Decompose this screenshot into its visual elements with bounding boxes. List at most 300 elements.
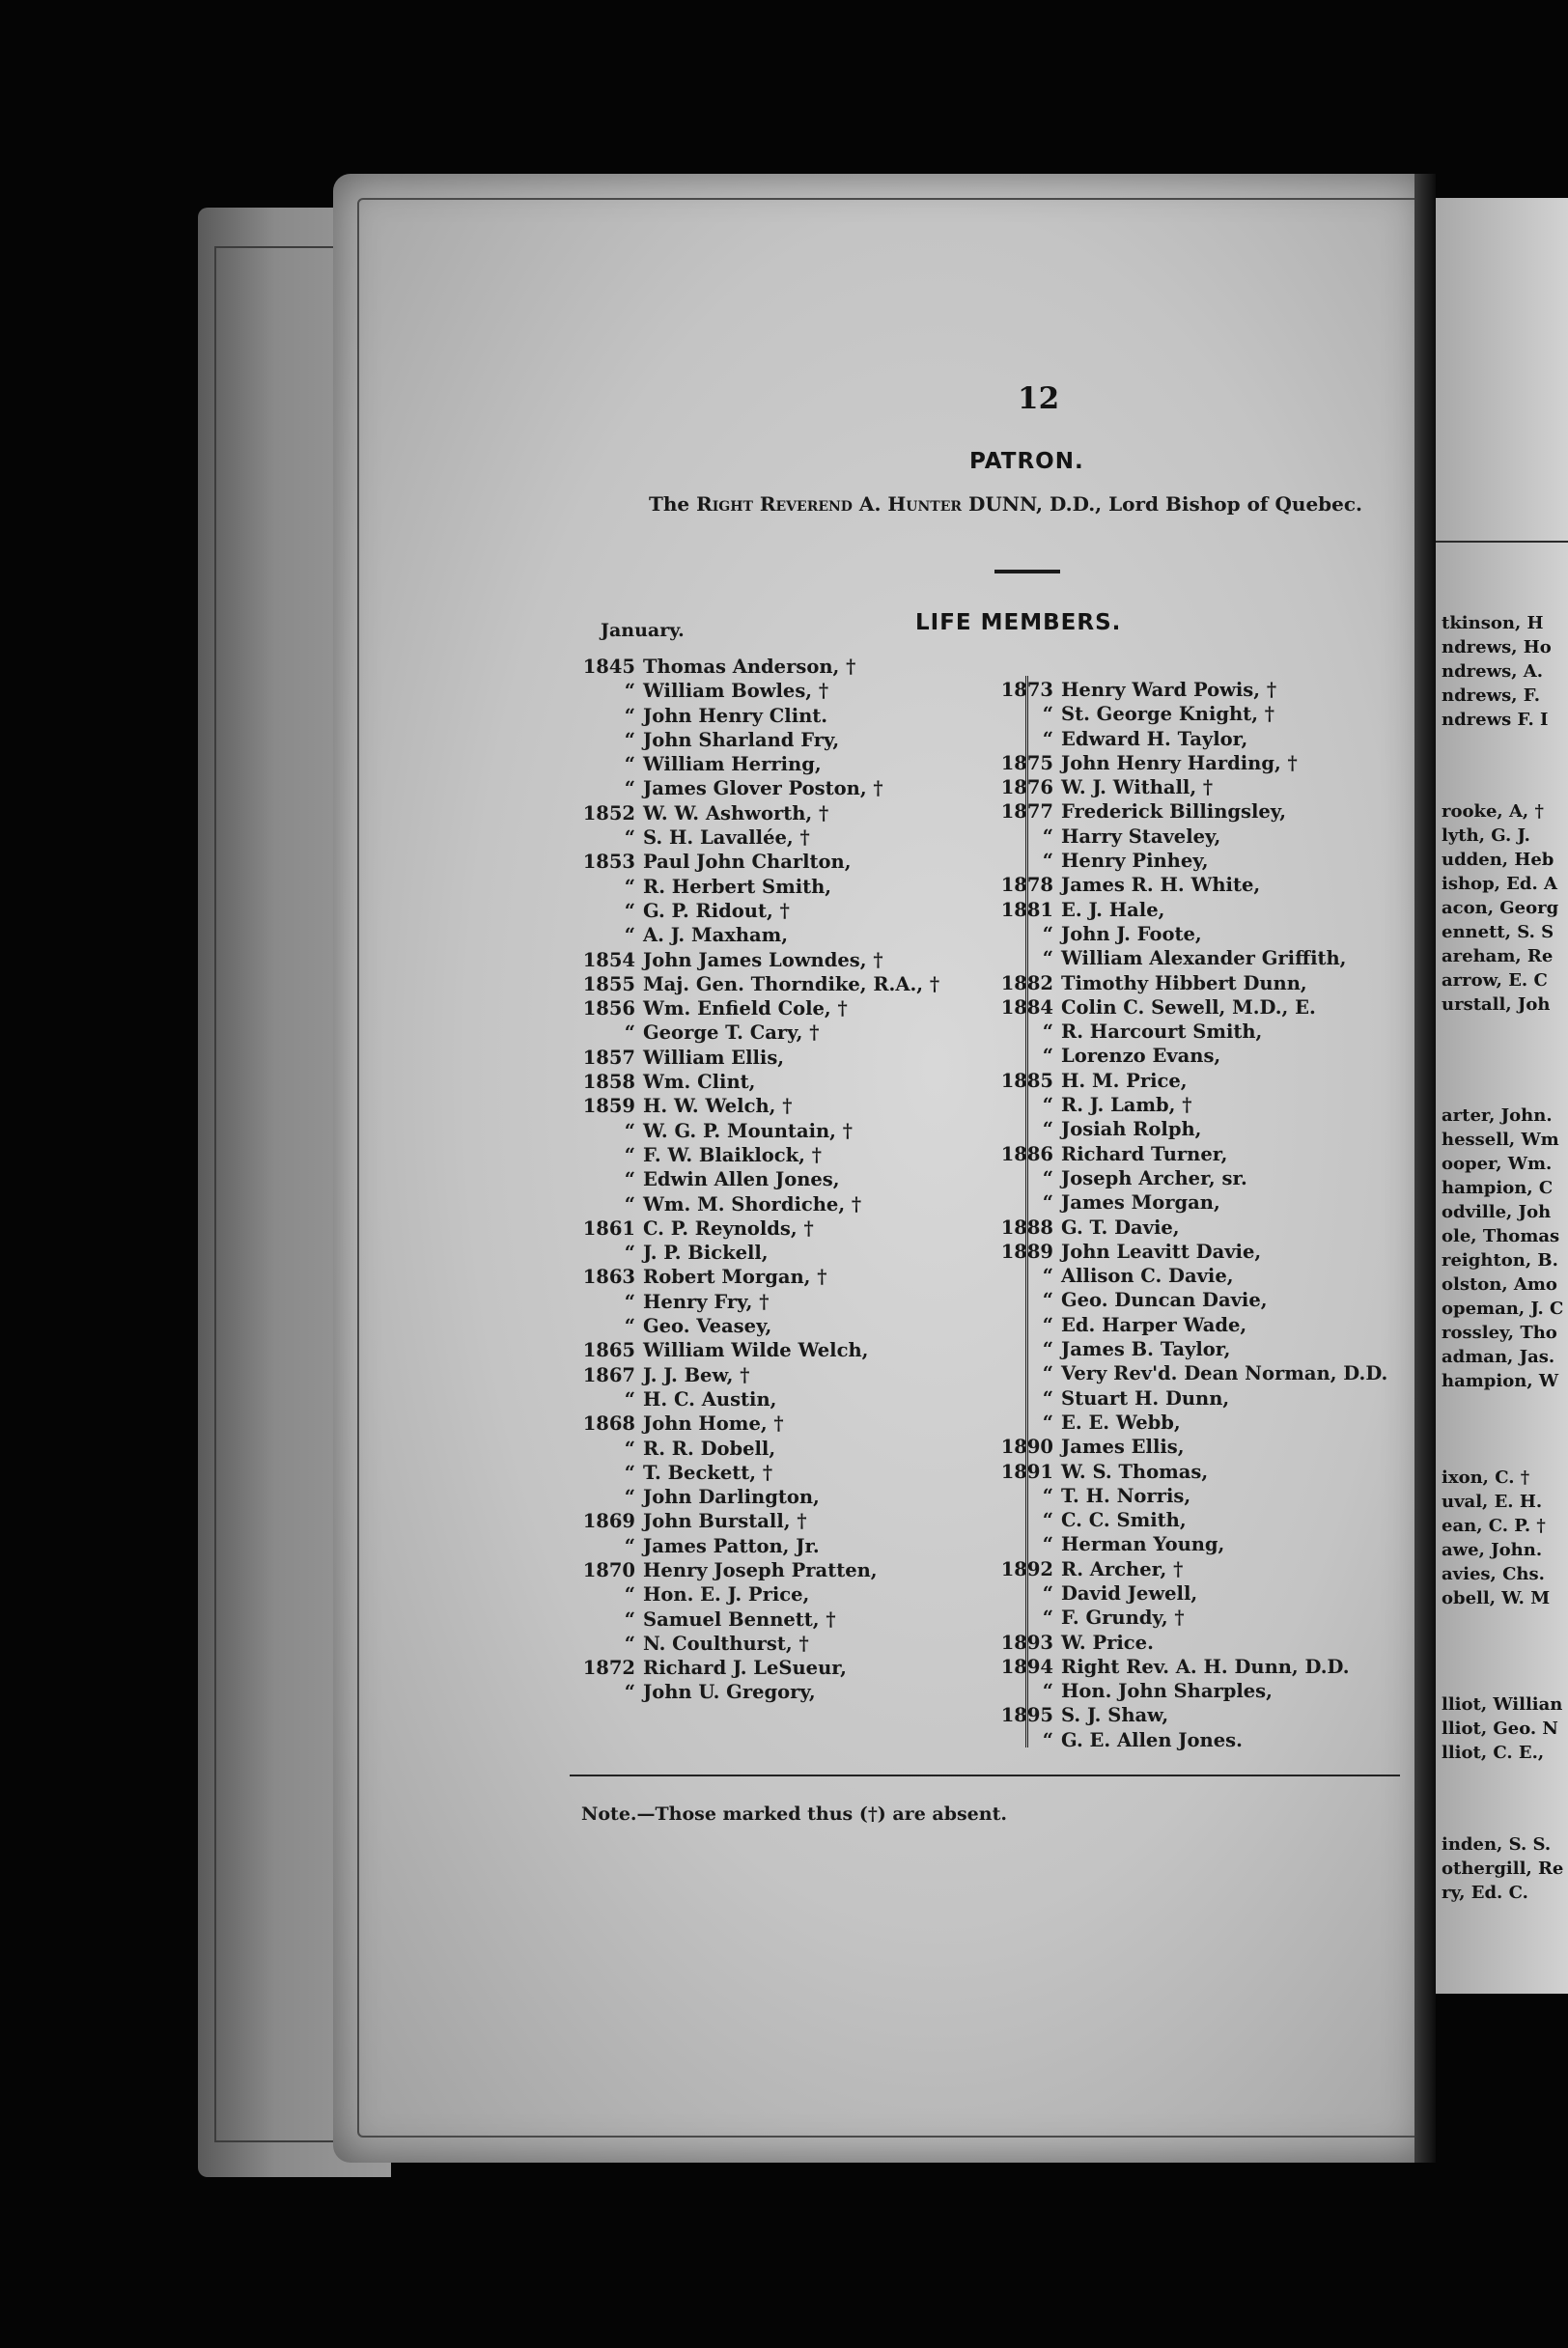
member-year: 1870 <box>582 1558 635 1581</box>
member-year: 1853 <box>582 851 635 874</box>
member-entry <box>990 1460 1387 1484</box>
next-page-line: areham, Re <box>1442 946 1554 966</box>
member-year: “ <box>624 826 635 850</box>
member-year: 1894 <box>1000 1655 1053 1678</box>
member-name: Henry Fry, † <box>643 1290 770 1313</box>
member-year: 1854 <box>582 948 635 971</box>
member-entry <box>572 1363 939 1387</box>
member-name: Herman Young, <box>1061 1533 1225 1556</box>
member-year: 1872 <box>582 1657 635 1680</box>
member-year: “ <box>1042 1265 1053 1288</box>
member-name: Henry Pinhey, <box>1061 850 1209 873</box>
member-year: “ <box>1042 825 1053 848</box>
member-entry <box>990 1264 1387 1288</box>
member-name: H. M. Price, <box>1061 1069 1188 1092</box>
member-name: T. H. Norris, <box>1061 1484 1191 1507</box>
member-entry <box>572 679 939 703</box>
member-entry <box>990 1117 1387 1141</box>
member-entry <box>990 1728 1387 1752</box>
next-page-line: opeman, J. C <box>1442 1299 1564 1319</box>
member-year: “ <box>1042 1289 1053 1312</box>
member-name: W. G. P. Mountain, † <box>643 1119 853 1142</box>
member-name: Maj. Gen. Thorndike, R.A., † <box>643 972 940 995</box>
member-year: 1852 <box>582 801 635 825</box>
member-name: A. J. Maxham, <box>643 924 789 947</box>
member-entry <box>572 899 939 923</box>
member-entry <box>990 678 1387 702</box>
member-entry <box>572 1290 939 1314</box>
member-entry <box>572 728 939 752</box>
member-name: John Home, † <box>643 1412 784 1436</box>
member-year: “ <box>624 1315 635 1338</box>
member-entry <box>990 849 1387 873</box>
member-name: Stuart H. Dunn, <box>1061 1386 1230 1410</box>
member-year: 1867 <box>582 1363 635 1386</box>
member-year: 1876 <box>1000 776 1053 799</box>
member-year: 1882 <box>1000 971 1053 994</box>
member-entry <box>990 1361 1387 1385</box>
member-name: Paul John Charlton, <box>643 851 852 874</box>
member-entry <box>572 655 939 679</box>
member-name: T. Beckett, † <box>643 1461 773 1484</box>
member-entry <box>572 1265 939 1289</box>
next-page-line: hessell, Wm <box>1442 1130 1559 1150</box>
member-year: 1890 <box>1000 1436 1053 1459</box>
next-page-line: adman, Jas. <box>1442 1347 1555 1367</box>
member-year: “ <box>1042 1581 1053 1605</box>
member-name: John Burstall, † <box>643 1510 807 1533</box>
member-year: 1893 <box>1000 1631 1053 1654</box>
member-name: G. E. Allen Jones. <box>1061 1728 1243 1751</box>
footnote: Note.—Those marked thus (†) are absent. <box>581 1803 1007 1825</box>
member-entry <box>572 1046 939 1070</box>
member-name: Josiah Rolph, <box>1061 1118 1202 1141</box>
member-year: 1861 <box>582 1216 635 1240</box>
member-year: “ <box>1042 850 1053 873</box>
member-entry <box>990 1484 1387 1508</box>
member-entry <box>572 1314 939 1338</box>
member-entry <box>990 1386 1387 1411</box>
member-name: John U. Gregory, <box>643 1681 816 1704</box>
member-year: “ <box>624 777 635 800</box>
member-name: Very Rev'd. Dean Norman, D.D. <box>1061 1362 1388 1385</box>
member-year: “ <box>1042 1045 1053 1068</box>
member-name: David Jewell, <box>1061 1581 1198 1605</box>
member-entry <box>990 727 1387 751</box>
member-entry <box>990 1216 1387 1240</box>
member-name: James Glover Poston, † <box>643 777 883 800</box>
next-page-line: ry, Ed. C. <box>1442 1883 1528 1903</box>
member-year: 1869 <box>582 1510 635 1533</box>
next-page-line: olston, Amo <box>1442 1274 1557 1295</box>
member-year: 1888 <box>1000 1216 1053 1239</box>
member-year: 1889 <box>1000 1240 1053 1263</box>
member-entry <box>572 1119 939 1143</box>
member-entry <box>990 1069 1387 1093</box>
patron-heading: PATRON. <box>969 449 1084 474</box>
member-year: “ <box>1042 727 1053 750</box>
member-year: “ <box>624 924 635 947</box>
member-entry <box>990 1142 1387 1166</box>
next-page-line: arrow, E. C <box>1442 970 1548 991</box>
member-year: 1891 <box>1000 1460 1053 1483</box>
member-name: James Morgan, <box>1061 1191 1220 1215</box>
member-name: S. H. Lavallée, † <box>643 826 810 850</box>
next-page-rule <box>1436 541 1568 543</box>
bottom-rule <box>570 1775 1400 1776</box>
next-page-line: ishop, Ed. A <box>1442 874 1557 894</box>
member-name: John James Lowndes, † <box>643 948 883 971</box>
member-year: “ <box>1042 1533 1053 1556</box>
member-entry <box>990 898 1387 922</box>
member-entry <box>572 1485 939 1509</box>
member-year: “ <box>1042 1386 1053 1410</box>
member-year: 1877 <box>1000 800 1053 824</box>
member-year: “ <box>1042 1509 1053 1532</box>
member-name: Edwin Allen Jones, <box>643 1168 840 1191</box>
member-name: Edward H. Taylor, <box>1061 727 1248 750</box>
member-entry <box>990 946 1387 970</box>
patron-line <box>649 492 1362 516</box>
member-year: “ <box>624 1242 635 1265</box>
member-name: Wm. Enfield Cole, † <box>643 997 848 1020</box>
member-entry <box>572 1632 939 1656</box>
member-entry <box>990 873 1387 897</box>
next-page-line: awe, John. <box>1442 1540 1543 1560</box>
next-page-line: lyth, G. J. <box>1442 825 1530 846</box>
next-page-line: lliot, Willian <box>1442 1694 1563 1715</box>
member-entry <box>990 1093 1387 1117</box>
member-name: John Darlington, <box>643 1486 820 1509</box>
member-entry <box>990 825 1387 849</box>
member-name: John Henry Harding, † <box>1061 751 1298 774</box>
member-year: “ <box>624 1461 635 1484</box>
member-name: W. W. Ashworth, † <box>643 801 829 825</box>
member-entry <box>572 1070 939 1094</box>
member-year: 1886 <box>1000 1142 1053 1165</box>
next-page-line: lliot, C. E., <box>1442 1743 1545 1763</box>
column-header: January. <box>601 620 685 641</box>
member-year: “ <box>624 875 635 898</box>
member-name: G. P. Ridout, † <box>643 899 790 922</box>
member-entry <box>990 1240 1387 1264</box>
member-name: Hon. John Sharples, <box>1061 1680 1273 1703</box>
member-name: Lorenzo Evans, <box>1061 1045 1221 1068</box>
member-name: Wm. M. Shordiche, † <box>643 1192 862 1216</box>
next-page-line: inden, S. S. <box>1442 1834 1552 1855</box>
member-year: “ <box>1042 1166 1053 1189</box>
member-name: John Henry Clint. <box>643 704 828 727</box>
member-year: “ <box>624 1607 635 1631</box>
member-name: E. J. Hale, <box>1061 898 1165 921</box>
member-name: F. W. Blaiklock, † <box>643 1143 822 1166</box>
next-page-line: hampion, C <box>1442 1178 1554 1198</box>
member-year: “ <box>624 1486 635 1509</box>
next-page-line: arter, John. <box>1442 1105 1553 1126</box>
member-name: W. J. Withall, † <box>1061 776 1214 799</box>
member-year: “ <box>1042 1313 1053 1336</box>
next-page-fragment <box>1436 198 1568 1994</box>
member-entry <box>990 995 1387 1020</box>
member-year: “ <box>624 1119 635 1142</box>
member-name: Hon. E. J. Price, <box>643 1583 810 1607</box>
member-year: 1845 <box>582 656 635 678</box>
member-entry <box>572 875 939 899</box>
member-name: Right Rev. A. H. Dunn, D.D. <box>1061 1655 1350 1678</box>
member-entry <box>572 1338 939 1362</box>
member-entry <box>990 751 1387 775</box>
member-entry <box>990 1508 1387 1532</box>
patron-right: Right <box>696 492 753 516</box>
next-page-line: ndrews F. I <box>1442 710 1549 730</box>
member-entry <box>990 1044 1387 1068</box>
member-year: “ <box>624 1681 635 1704</box>
next-page-line: avies, Chs. <box>1442 1564 1545 1584</box>
member-entry <box>572 1412 939 1436</box>
member-name: George T. Cary, † <box>643 1021 820 1045</box>
member-entry <box>572 923 939 947</box>
member-name: R. Herbert Smith, <box>643 875 832 898</box>
member-entry <box>990 702 1387 726</box>
member-name: R. R. Dobell, <box>643 1437 776 1460</box>
member-name: Richard J. LeSueur, <box>643 1657 847 1680</box>
member-entry <box>572 1167 939 1191</box>
patron-reverend: Reverend <box>759 492 853 516</box>
member-name: Colin C. Sewell, M.D., E. <box>1061 995 1316 1019</box>
member-name: W. S. Thomas, <box>1061 1460 1209 1483</box>
member-year: “ <box>624 1290 635 1313</box>
member-name: R. Archer, † <box>1061 1557 1184 1580</box>
member-entry <box>990 1411 1387 1435</box>
member-name: Henry Ward Powis, † <box>1061 679 1277 701</box>
next-page-line: reighton, B. <box>1442 1250 1558 1271</box>
next-page-line: uval, E. H. <box>1442 1492 1543 1512</box>
member-entry <box>572 1509 939 1533</box>
member-entry <box>572 752 939 776</box>
member-year: “ <box>624 1168 635 1191</box>
member-name: H. W. Welch, † <box>643 1095 793 1118</box>
member-name: John Leavitt Davie, <box>1061 1240 1262 1263</box>
page-number: 12 <box>1018 381 1060 416</box>
member-name: R. Harcourt Smith, <box>1061 1020 1263 1044</box>
member-year: “ <box>624 1632 635 1655</box>
next-page-line: ean, C. P. † <box>1442 1516 1546 1536</box>
section-rule <box>994 570 1060 573</box>
member-name: E. E. Webb, <box>1061 1411 1181 1434</box>
member-entry <box>990 1606 1387 1630</box>
next-page-line: hampion, W <box>1442 1371 1559 1391</box>
member-entry <box>990 971 1387 995</box>
member-name: Robert Morgan, † <box>643 1266 827 1289</box>
member-name: James R. H. White, <box>1061 874 1261 897</box>
member-year: 1884 <box>1000 995 1053 1019</box>
member-year: “ <box>1042 1607 1053 1630</box>
member-year: “ <box>624 1534 635 1557</box>
member-name: Timothy Hibbert Dunn, <box>1061 971 1307 994</box>
member-entry <box>572 704 939 728</box>
member-name: R. J. Lamb, † <box>1061 1094 1192 1117</box>
member-year: “ <box>624 1143 635 1166</box>
member-name: J. J. Bew, † <box>643 1363 750 1386</box>
next-page-line: udden, Heb <box>1442 850 1554 870</box>
member-entry <box>990 1631 1387 1655</box>
member-entry <box>990 1435 1387 1459</box>
member-year: 1855 <box>582 972 635 995</box>
patron-initial: A. <box>858 492 882 516</box>
member-entry <box>990 1557 1387 1581</box>
next-page-line: tkinson, H <box>1442 613 1544 633</box>
member-entry <box>572 850 939 874</box>
member-name: S. J. Shaw, <box>1061 1704 1169 1727</box>
member-year: 1875 <box>1000 751 1053 774</box>
member-entry <box>990 922 1387 946</box>
member-name: St. George Knight, † <box>1061 703 1274 726</box>
member-entry <box>990 1020 1387 1044</box>
next-page-line: ennett, S. S <box>1442 922 1554 942</box>
member-name: John J. Foote, <box>1061 922 1202 945</box>
member-year: “ <box>624 1192 635 1216</box>
next-page-line: rooke, A, † <box>1442 801 1544 822</box>
patron-rest: DUNN, D.D., Lord Bishop of Quebec. <box>967 492 1363 516</box>
next-page-line: othergill, Re <box>1442 1859 1564 1879</box>
member-year: “ <box>624 899 635 922</box>
member-year: 1865 <box>582 1339 635 1362</box>
member-year: 1856 <box>582 997 635 1020</box>
next-page-line: ndrews, A. <box>1442 661 1544 682</box>
member-name: Samuel Bennett, † <box>643 1607 836 1631</box>
member-entry <box>572 1607 939 1632</box>
member-entry <box>572 1216 939 1241</box>
member-name: James B. Taylor, <box>1061 1338 1231 1361</box>
member-entry <box>990 1288 1387 1312</box>
member-entry <box>572 1241 939 1265</box>
member-name: Allison C. Davie, <box>1061 1265 1234 1288</box>
member-entry <box>990 1532 1387 1556</box>
member-year: “ <box>1042 922 1053 945</box>
member-name: James Ellis, <box>1061 1436 1185 1459</box>
member-entry <box>990 1313 1387 1337</box>
member-entry <box>990 775 1387 799</box>
member-name: J. P. Bickell, <box>643 1242 769 1265</box>
next-page-line: obell, W. M <box>1442 1588 1551 1608</box>
member-name: W. Price. <box>1061 1631 1154 1654</box>
member-name: James Patton, Jr. <box>643 1534 820 1557</box>
member-name: Joseph Archer, sr. <box>1061 1166 1247 1189</box>
member-year: 1858 <box>582 1071 635 1094</box>
next-page-line: ndrews, Ho <box>1442 637 1552 657</box>
member-entry <box>990 1679 1387 1703</box>
member-year: “ <box>1042 1411 1053 1434</box>
book-spine <box>1414 174 1436 2163</box>
member-year: “ <box>1042 1191 1053 1215</box>
member-year: 1885 <box>1000 1069 1053 1092</box>
life-members-heading: LIFE MEMBERS. <box>915 610 1122 635</box>
member-entry <box>990 799 1387 824</box>
member-entry <box>572 825 939 850</box>
next-page-line: odville, Joh <box>1442 1202 1552 1222</box>
member-year: “ <box>624 704 635 727</box>
member-year: 1868 <box>582 1412 635 1436</box>
member-name: William Herring, <box>643 753 822 776</box>
member-year: “ <box>624 1021 635 1045</box>
member-name: Ed. Harper Wade, <box>1061 1313 1247 1336</box>
left-member-column <box>572 655 939 1705</box>
member-entry <box>572 1558 939 1582</box>
next-page-line: ole, Thomas <box>1442 1226 1560 1246</box>
member-year: “ <box>624 1583 635 1607</box>
next-page-line: rossley, Tho <box>1442 1323 1557 1343</box>
member-year: “ <box>1042 1338 1053 1361</box>
member-year: “ <box>1042 947 1053 970</box>
next-page-line: acon, Georg <box>1442 898 1559 918</box>
member-year: “ <box>624 1387 635 1411</box>
member-name: G. T. Davie, <box>1061 1216 1180 1239</box>
member-entry <box>990 1337 1387 1361</box>
member-name: Geo. Veasey, <box>643 1315 772 1338</box>
member-year: 1859 <box>582 1095 635 1118</box>
member-name: F. Grundy, † <box>1061 1607 1185 1630</box>
member-name: Frederick Billingsley, <box>1061 800 1287 824</box>
member-year: “ <box>1042 1484 1053 1507</box>
member-name: Henry Joseph Pratten, <box>643 1558 878 1581</box>
member-year: “ <box>624 728 635 751</box>
member-year: “ <box>624 753 635 776</box>
member-name: Wm. Clint, <box>643 1071 756 1094</box>
member-name: Richard Turner, <box>1061 1142 1228 1165</box>
member-name: N. Coulthurst, † <box>643 1632 809 1655</box>
member-year: 1895 <box>1000 1704 1053 1727</box>
member-year: “ <box>624 680 635 703</box>
member-year: “ <box>1042 1118 1053 1141</box>
member-entry <box>572 1143 939 1167</box>
member-year: 1863 <box>582 1266 635 1289</box>
next-page-line: ixon, C. † <box>1442 1468 1530 1488</box>
member-name: H. C. Austin, <box>643 1387 777 1411</box>
member-entry <box>572 1020 939 1045</box>
member-entry <box>990 1166 1387 1190</box>
member-entry <box>572 1534 939 1558</box>
member-name: William Alexander Griffith, <box>1061 947 1347 970</box>
member-name: John Sharland Fry, <box>643 728 840 751</box>
member-name: Thomas Anderson, † <box>643 656 856 678</box>
member-year: “ <box>624 1437 635 1460</box>
member-year: “ <box>1042 1680 1053 1703</box>
member-year: 1878 <box>1000 874 1053 897</box>
patron-the: The <box>649 492 690 516</box>
member-name: C. C. Smith, <box>1061 1509 1187 1532</box>
member-entry <box>990 1190 1387 1215</box>
member-year: “ <box>1042 1094 1053 1117</box>
member-year: 1881 <box>1000 898 1053 921</box>
right-member-column <box>990 678 1387 1752</box>
member-name: Harry Staveley, <box>1061 825 1221 848</box>
member-entry <box>572 1680 939 1704</box>
next-page-line: lliot, Geo. N <box>1442 1719 1558 1739</box>
member-year: “ <box>1042 1020 1053 1044</box>
member-year: “ <box>1042 1362 1053 1385</box>
next-page-line: urstall, Joh <box>1442 994 1551 1015</box>
member-name: William Ellis, <box>643 1046 785 1069</box>
member-entry <box>572 776 939 800</box>
member-entry <box>572 801 939 825</box>
member-entry <box>572 1656 939 1680</box>
member-entry <box>990 1703 1387 1727</box>
next-page-line: ooper, Wm. <box>1442 1154 1553 1174</box>
member-entry <box>572 996 939 1020</box>
member-entry <box>572 972 939 996</box>
member-year: 1873 <box>1000 679 1053 701</box>
member-year: “ <box>1042 1728 1053 1751</box>
